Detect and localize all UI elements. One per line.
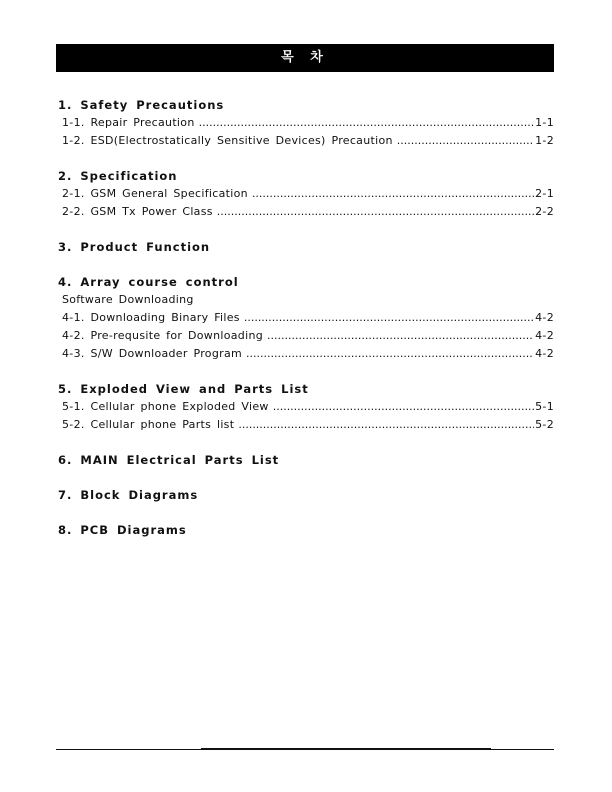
toc-entry-gsm-tx-power[interactable] <box>58 203 554 221</box>
section-subheading: Software Downloading <box>62 293 194 306</box>
toc-section-exploded-view <box>58 380 554 434</box>
toc-section-specification <box>58 167 554 221</box>
entry-page: 4-2 <box>535 347 554 360</box>
dot-leader <box>246 345 534 363</box>
entry-page: 5-2 <box>535 418 554 431</box>
entry-label: 4-2. Pre-requsite for Downloading <box>62 329 263 342</box>
toc-section-block-diagrams <box>58 486 554 504</box>
section-title[interactable]: 3. Product Function <box>58 240 211 254</box>
section-title[interactable]: 4. Array course control <box>58 275 239 289</box>
toc-entry-gsm-general-spec[interactable] <box>58 185 554 203</box>
table-of-contents <box>58 96 554 556</box>
toc-section-array-course-control <box>58 273 554 363</box>
section-title[interactable]: 8. PCB Diagrams <box>58 523 187 537</box>
entry-label: 5-1. Cellular phone Exploded View <box>62 400 269 413</box>
toc-entry-pre-requisite[interactable] <box>58 327 554 345</box>
dot-leader <box>273 398 534 416</box>
dot-leader <box>267 327 534 345</box>
toc-section-pcb-diagrams <box>58 521 554 539</box>
entry-label: 4-3. S/W Downloader Program <box>62 347 242 360</box>
entry-label: 1-1. Repair Precaution <box>62 116 195 129</box>
dot-leader <box>252 185 534 203</box>
entry-page: 4-2 <box>535 311 554 324</box>
dot-leader <box>397 132 534 150</box>
entry-page: 1-2 <box>535 134 554 147</box>
toc-entry-downloading-binary[interactable] <box>58 309 554 327</box>
toc-title-bar: 목 차 <box>56 44 554 72</box>
toc-entry-esd-precaution[interactable] <box>58 132 554 150</box>
dot-leader <box>199 114 535 132</box>
dot-leader <box>238 416 534 434</box>
entry-page: 1-1 <box>535 116 554 129</box>
footer-divider-accent <box>201 748 491 750</box>
toc-section-safety <box>58 96 554 150</box>
toc-entry-exploded-view[interactable] <box>58 398 554 416</box>
entry-page: 4-2 <box>535 329 554 342</box>
footer-divider <box>56 749 554 750</box>
section-title[interactable]: 5. Exploded View and Parts List <box>58 382 309 396</box>
entry-page: 2-1 <box>535 187 554 200</box>
toc-entry-repair-precaution[interactable] <box>58 114 554 132</box>
toc-entry-sw-downloader[interactable] <box>58 345 554 363</box>
toc-section-main-electrical <box>58 451 554 469</box>
toc-section-product-function <box>58 238 554 256</box>
section-title[interactable]: 1. Safety Precautions <box>58 98 225 112</box>
entry-page: 5-1 <box>535 400 554 413</box>
entry-page: 2-2 <box>535 205 554 218</box>
section-title[interactable]: 6. MAIN Electrical Parts List <box>58 453 280 467</box>
entry-label: 2-2. GSM Tx Power Class <box>62 205 213 218</box>
section-title[interactable]: 7. Block Diagrams <box>58 488 199 502</box>
entry-label: 1-2. ESD(Electrostatically Sensitive Devices) Precaution <box>62 134 393 147</box>
dot-leader <box>244 309 534 327</box>
entry-label: 5-2. Cellular phone Parts list <box>62 418 235 431</box>
dot-leader <box>217 203 534 221</box>
toc-entry-parts-list[interactable] <box>58 416 554 434</box>
entry-label: 4-1. Downloading Binary Files <box>62 311 240 324</box>
section-title[interactable]: 2. Specification <box>58 169 178 183</box>
entry-label: 2-1. GSM General Specification <box>62 187 248 200</box>
